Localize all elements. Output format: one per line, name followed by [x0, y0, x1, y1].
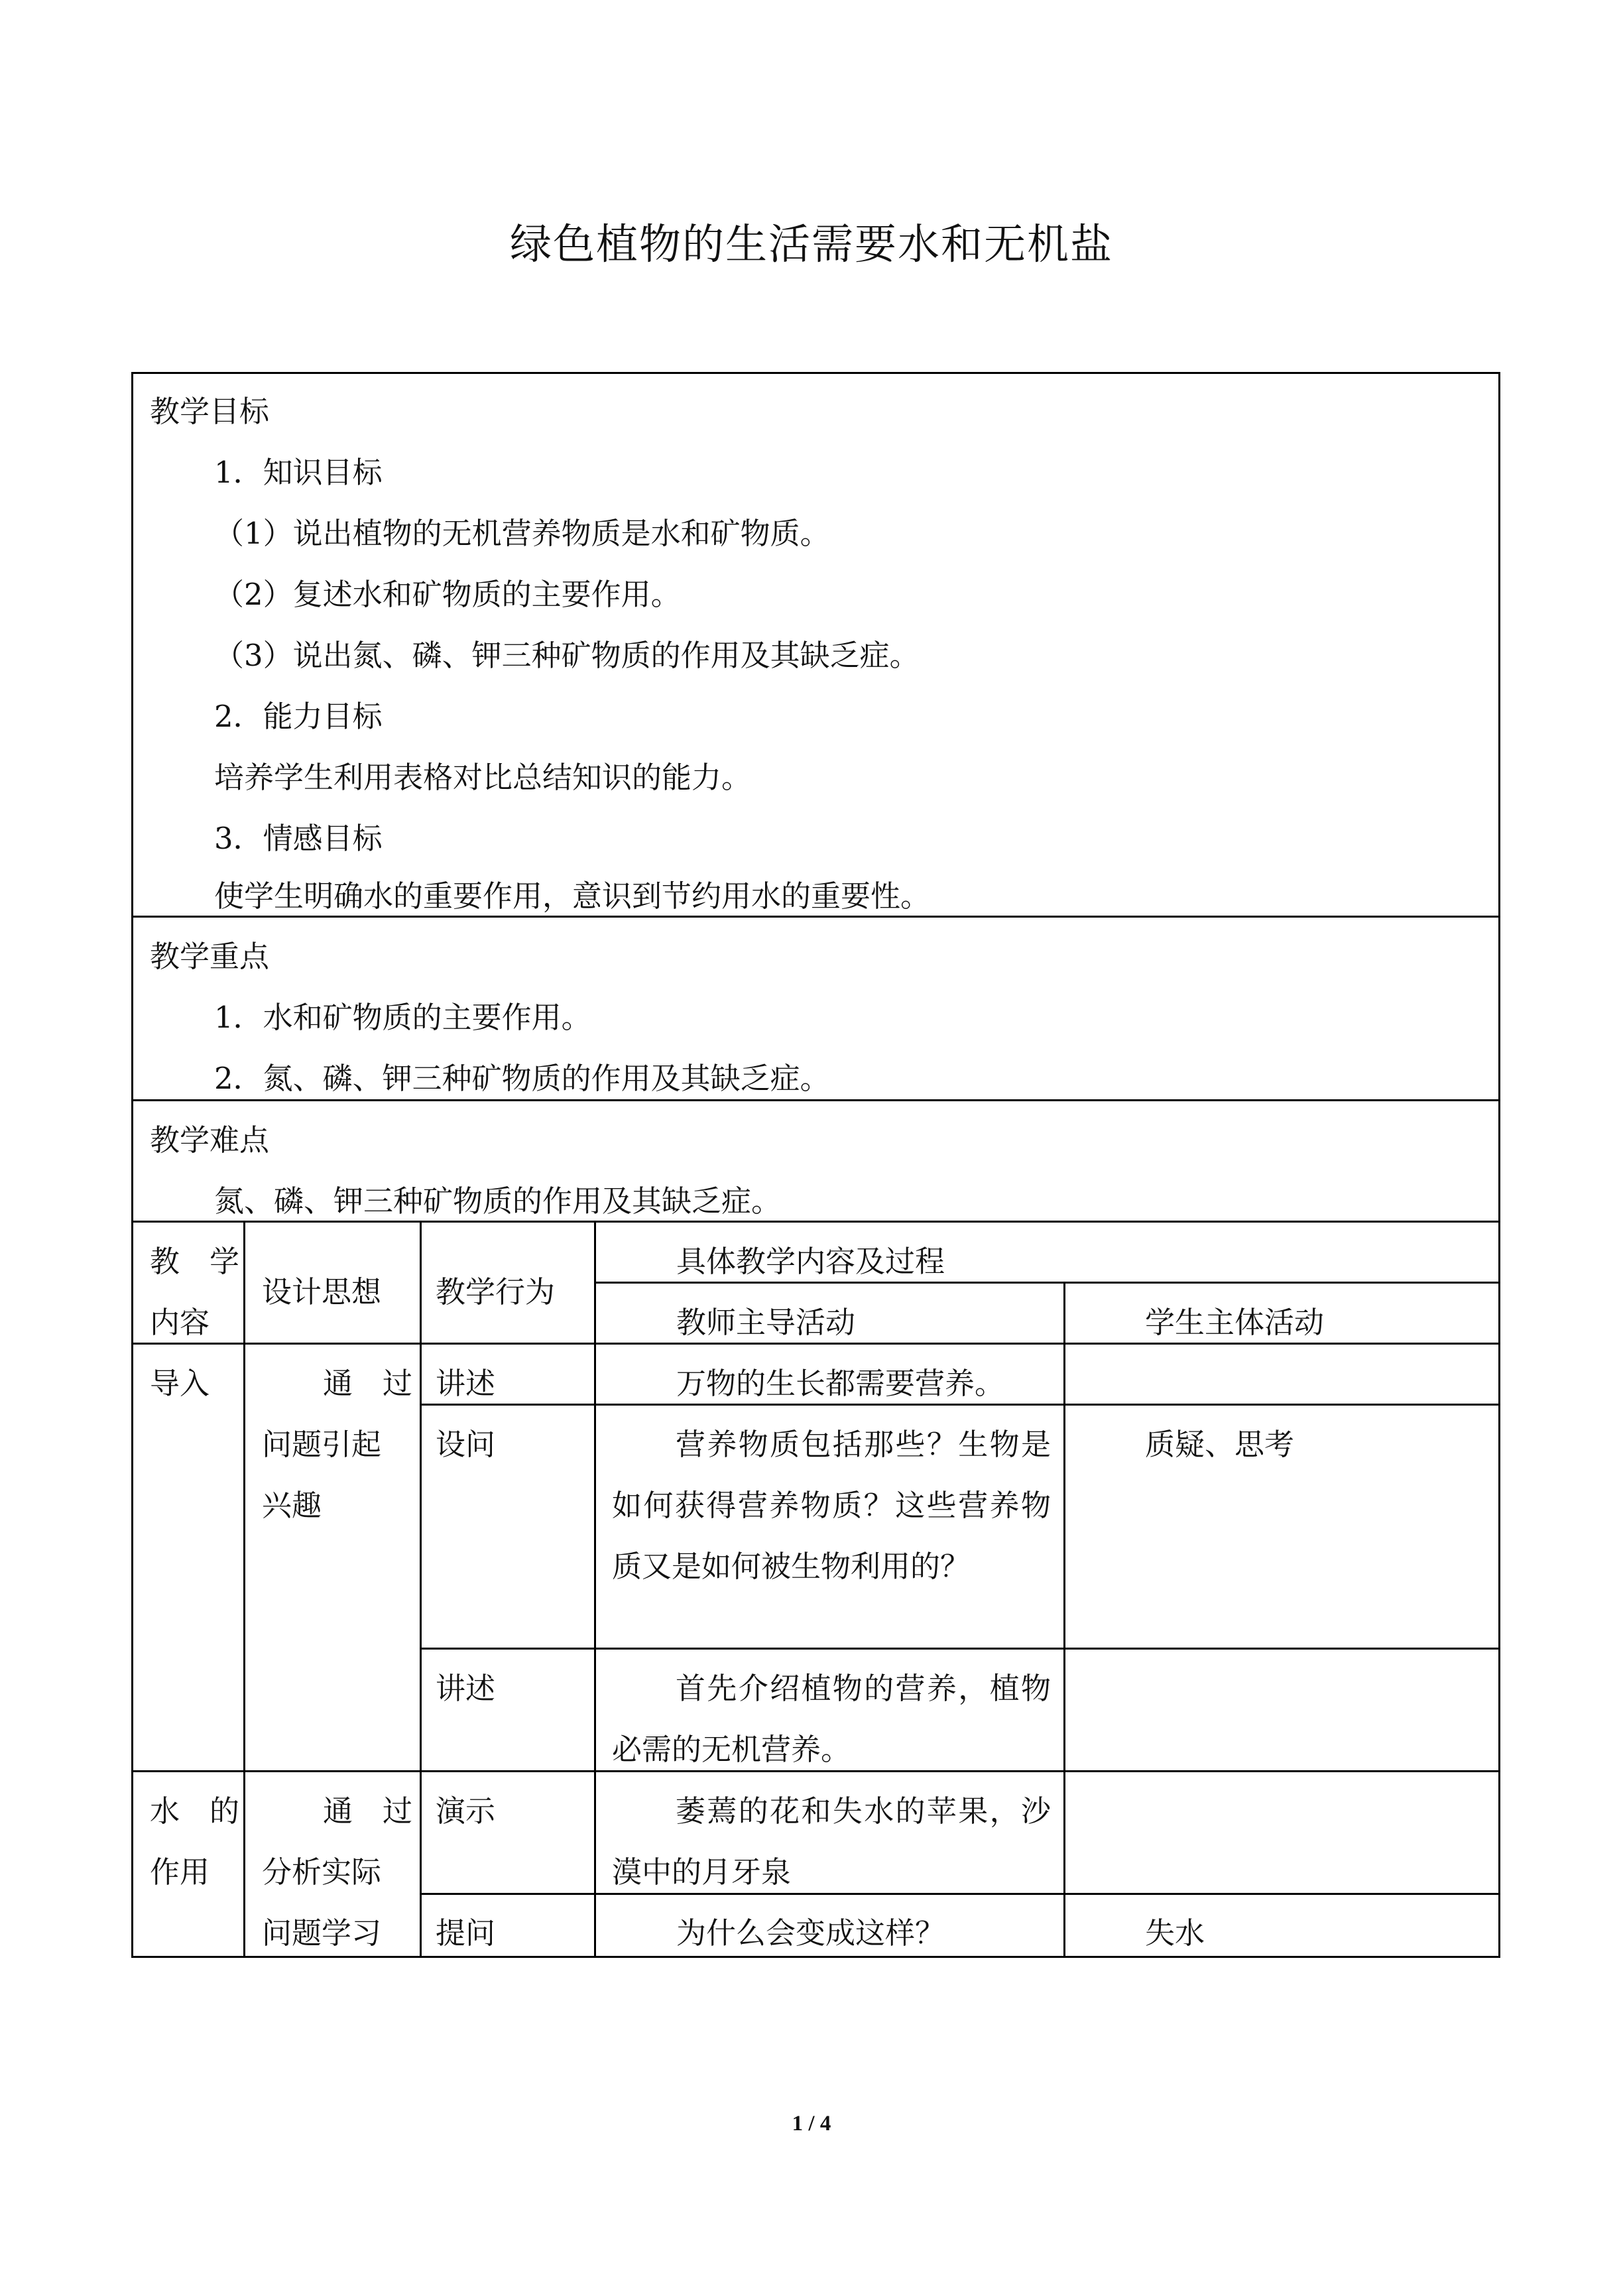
section-design-line2: 分析实际	[262, 1854, 382, 1890]
col-rule-4	[1063, 1282, 1065, 1958]
row-teacher: 营养物质包括那些？生物是如何获得营养物质？这些营养物质又是如何被生物利用的？	[612, 1427, 1051, 1584]
row-behavior: 设问	[436, 1427, 496, 1462]
section-design-line3: 兴趣	[262, 1488, 322, 1523]
difficulties-heading: 教学难点	[150, 1122, 270, 1158]
header-process: 具体教学内容及过程	[676, 1244, 945, 1279]
rule-after-keypoints	[131, 1099, 1500, 1101]
section-design-line1: 通 过	[323, 1366, 413, 1401]
emotion-text: 使学生明确水的重要作用，意识到节约用水的重要性。	[214, 878, 931, 914]
objectives-heading: 教学目标	[150, 394, 270, 429]
row-behavior: 演示	[436, 1793, 496, 1829]
page-number: 1 / 4	[792, 2112, 831, 2136]
section-content-line1: 水 的	[150, 1793, 240, 1829]
difficulties-text: 氮、磷、钾三种矿物质的作用及其缺乏症。	[214, 1183, 782, 1219]
header-student: 学生主体活动	[1145, 1305, 1325, 1340]
ability-text: 培养学生利用表格对比总结知识的能力。	[214, 760, 752, 795]
header-behavior: 教学行为	[436, 1274, 556, 1309]
rule-process-split	[594, 1282, 1500, 1284]
row-teacher: 为什么会变成这样？	[676, 1915, 945, 1951]
row-teacher: 萎蔫的花和失水的苹果，沙漠中的月牙泉	[612, 1793, 1051, 1890]
row-teacher: 首先介绍植物的营养，植物必需的无机营养。	[612, 1671, 1051, 1767]
row-student: 质疑、思考	[1145, 1427, 1295, 1462]
knowledge-item: （1）说出植物的无机营养物质是水和矿物质。	[214, 516, 830, 551]
keypoint-item: 2．氮、磷、钾三种矿物质的作用及其缺乏症。	[214, 1061, 830, 1096]
knowledge-heading: 1．知识目标	[214, 455, 383, 490]
keypoint-item: 1．水和矿物质的主要作用。	[214, 1000, 591, 1035]
rule-row-1b	[420, 1648, 1500, 1650]
row-behavior: 讲述	[436, 1366, 496, 1401]
ability-heading: 2．能力目标	[214, 699, 383, 734]
knowledge-item: （3）说出氮、磷、钾三种矿物质的作用及其缺乏症。	[214, 638, 920, 673]
col-rule-3	[594, 1221, 596, 1958]
keypoints-heading: 教学重点	[150, 939, 270, 974]
emotion-heading: 3．情感目标	[214, 821, 383, 856]
section-content: 导入	[150, 1366, 210, 1401]
row-teacher: 万物的生长都需要营养。	[676, 1366, 1005, 1401]
row-behavior: 提问	[436, 1915, 496, 1951]
section-design-line2: 问题引起	[262, 1427, 382, 1462]
section-design-line3: 问题学习	[262, 1915, 382, 1951]
section-design-line1: 通 过	[323, 1793, 413, 1829]
rule-after-header	[131, 1343, 1500, 1345]
header-content-line2: 内容	[150, 1305, 210, 1340]
header-teacher: 教师主导活动	[676, 1305, 856, 1340]
knowledge-item: （2）复述水和矿物质的主要作用。	[214, 577, 681, 612]
page-title: 绿色植物的生活需要水和无机盐	[510, 220, 1113, 269]
rule-row-1a	[420, 1404, 1500, 1406]
row-student: 失水	[1145, 1915, 1205, 1951]
header-design: 设计思想	[262, 1274, 382, 1309]
row-behavior: 讲述	[436, 1671, 496, 1706]
header-content-line1: 教 学	[150, 1244, 240, 1279]
section-content-line2: 作用	[150, 1854, 210, 1890]
col-rule-2	[420, 1221, 422, 1958]
col-rule-1	[243, 1221, 245, 1958]
